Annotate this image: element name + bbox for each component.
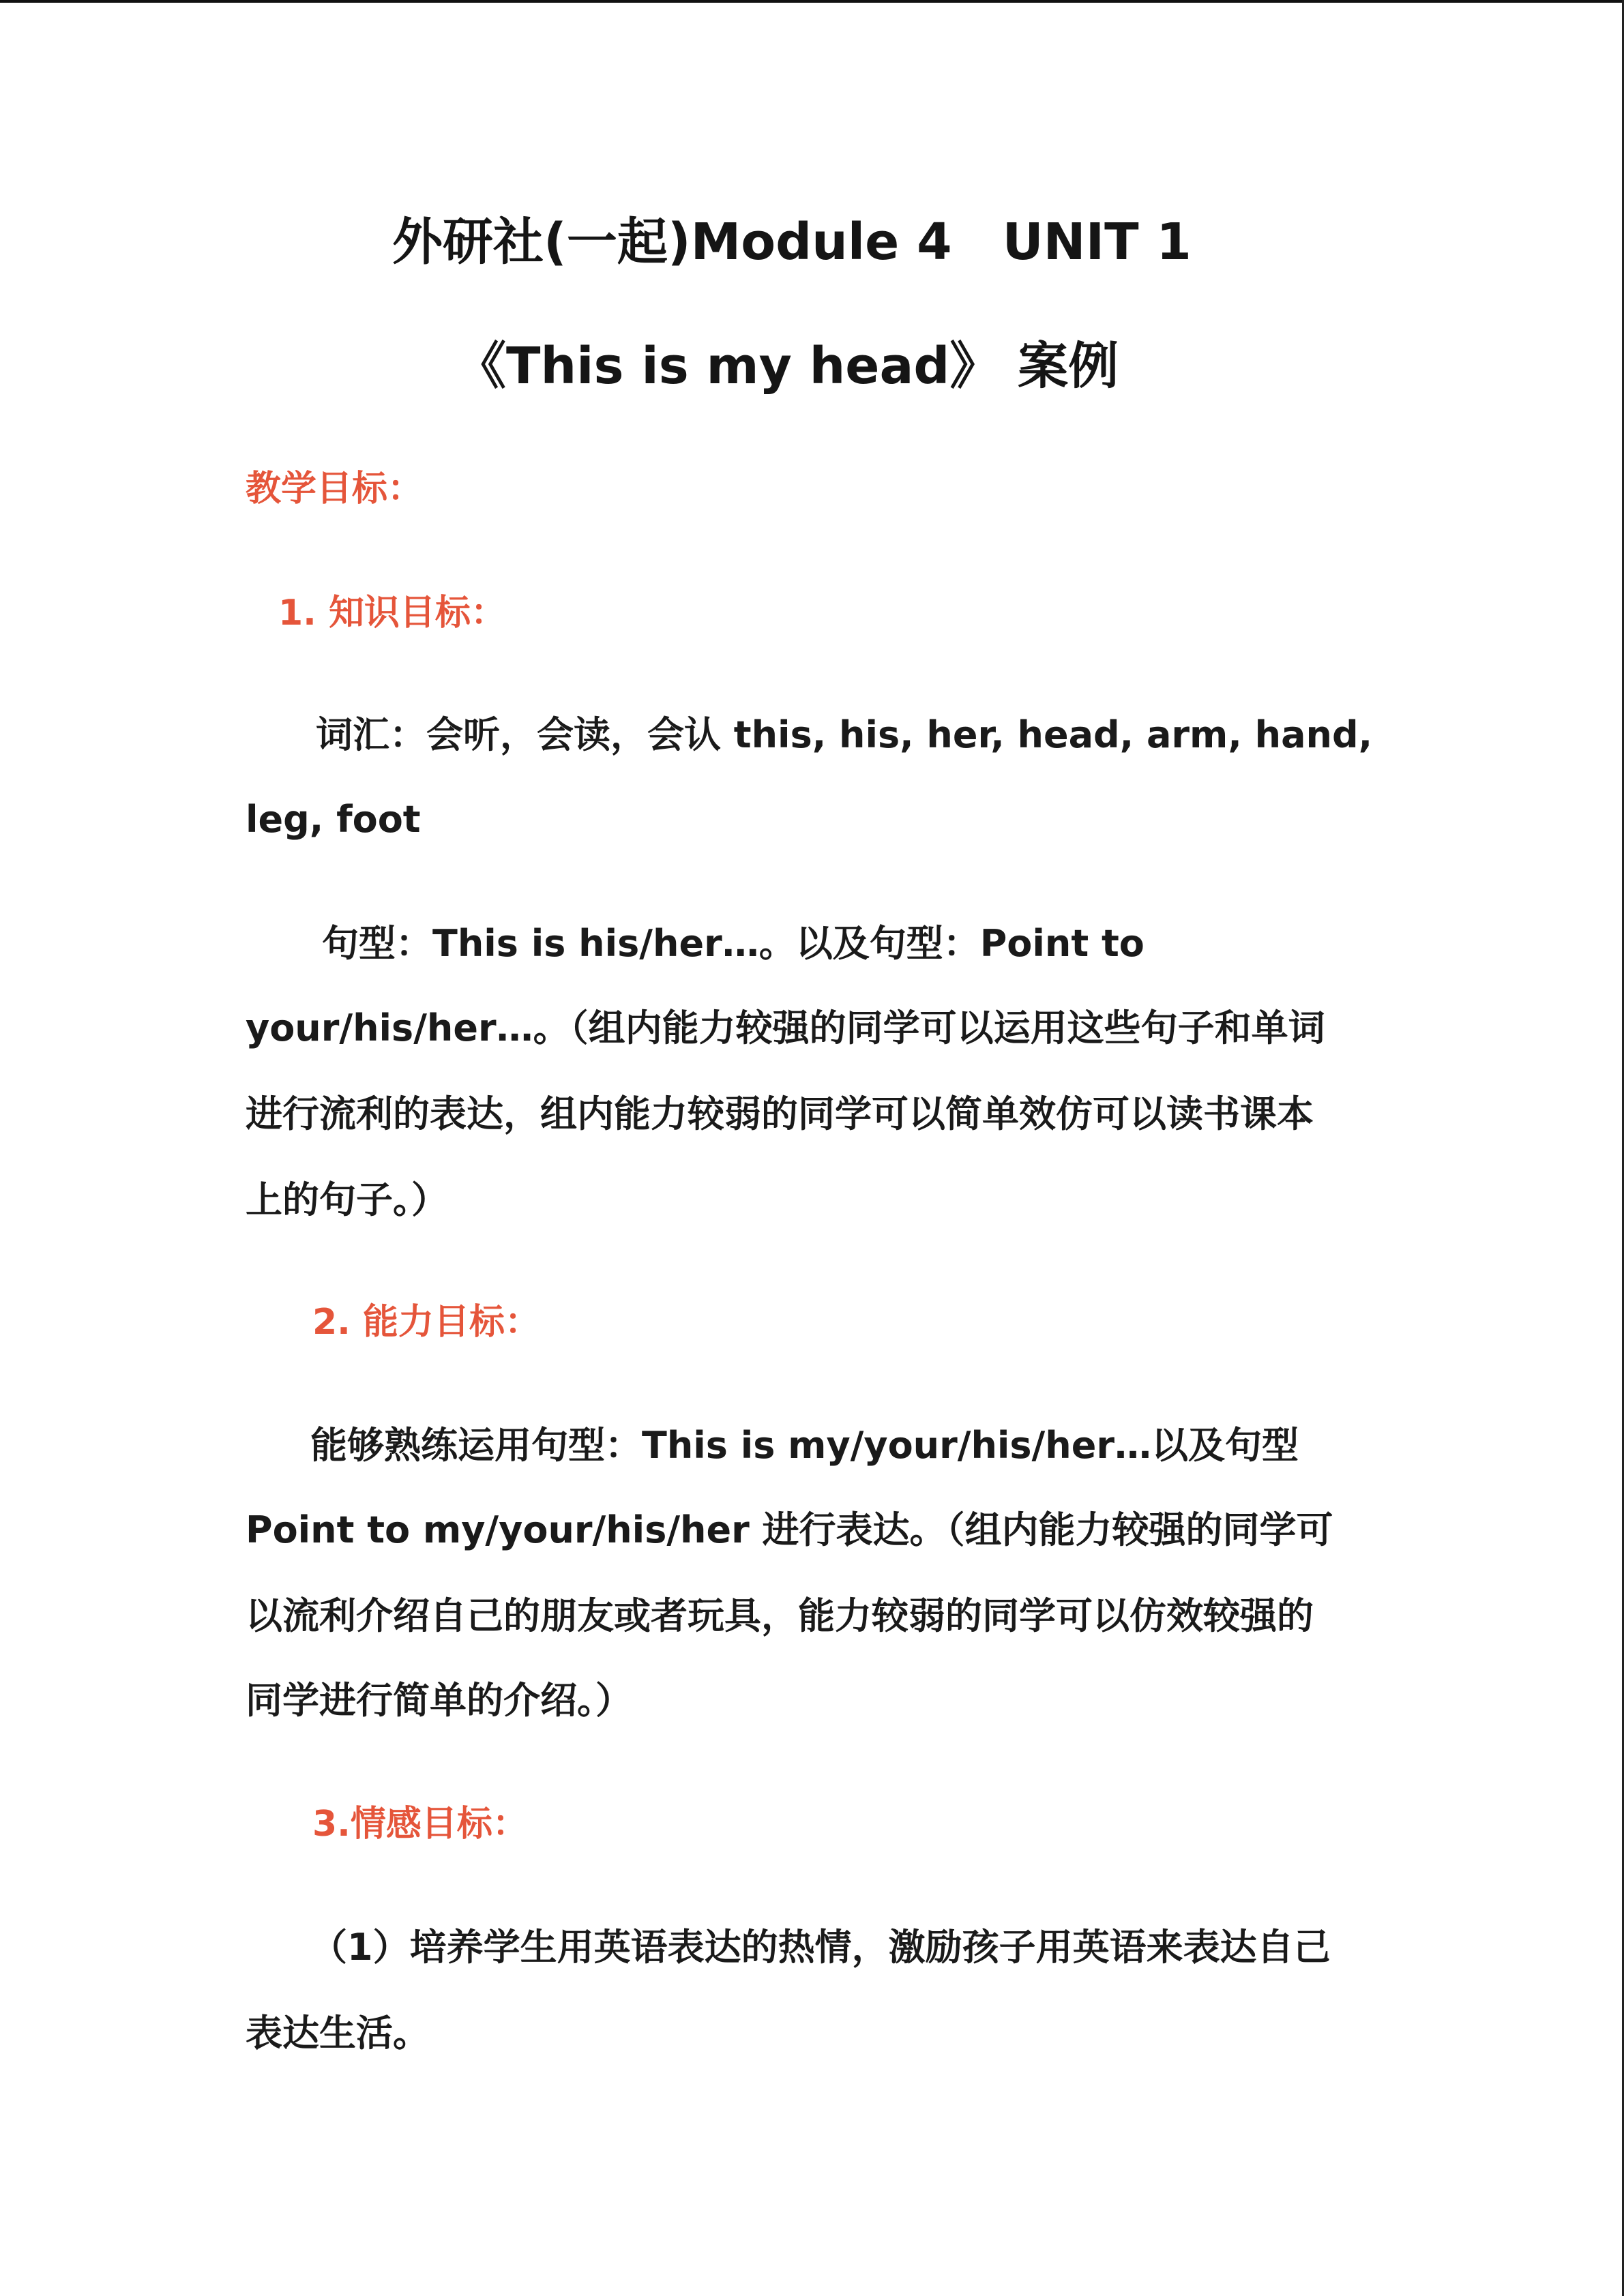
vocabulary-line-1: 词汇：会听，会读，会认 this, his, her, head, arm, hand, bbox=[316, 713, 1373, 756]
knowledge-objectives-heading: 1. 知识目标： bbox=[278, 593, 507, 633]
sentence-pattern-line-1: 句型：This is his/her…。以及句型：Point to bbox=[322, 922, 1145, 965]
page-top-border bbox=[0, 0, 1624, 3]
teaching-objectives-heading: 教学目标： bbox=[246, 468, 424, 509]
document-title-line-2: 《This is my head》 案例 bbox=[456, 337, 1119, 396]
emotion-line-1: （1）培养学生用英语表达的热情，激励孩子用英语来表达自己 bbox=[310, 1926, 1331, 1969]
sentence-pattern-line-2: your/his/her…。（组内能力较强的同学可以运用这些句子和单词 bbox=[246, 1007, 1325, 1049]
ability-line-1: 能够熟练运用句型：This is my/your/his/her…以及句型 bbox=[310, 1424, 1299, 1467]
ability-line-3: 以流利介绍自己的朋友或者玩具，能力较弱的同学可以仿效较强的 bbox=[246, 1594, 1314, 1637]
emotion-line-2: 表达生活。 bbox=[246, 2012, 430, 2055]
emotion-objectives-heading: 3.情感目标： bbox=[312, 1804, 528, 1845]
sentence-pattern-line-4: 上的句子。） bbox=[246, 1178, 448, 1221]
ability-line-4: 同学进行简单的介绍。） bbox=[246, 1679, 632, 1722]
document-title-line-1: 外研社(一起)Module 4 UNIT 1 bbox=[392, 213, 1192, 271]
ability-objectives-heading: 2. 能力目标： bbox=[312, 1302, 541, 1343]
ability-line-2: Point to my/your/his/her 进行表达。（组内能力较强的同学可 bbox=[246, 1508, 1333, 1551]
sentence-pattern-line-3: 进行流利的表达，组内能力较弱的同学可以简单效仿可以读书课本 bbox=[246, 1092, 1314, 1135]
vocabulary-line-2: leg, foot bbox=[246, 798, 421, 841]
